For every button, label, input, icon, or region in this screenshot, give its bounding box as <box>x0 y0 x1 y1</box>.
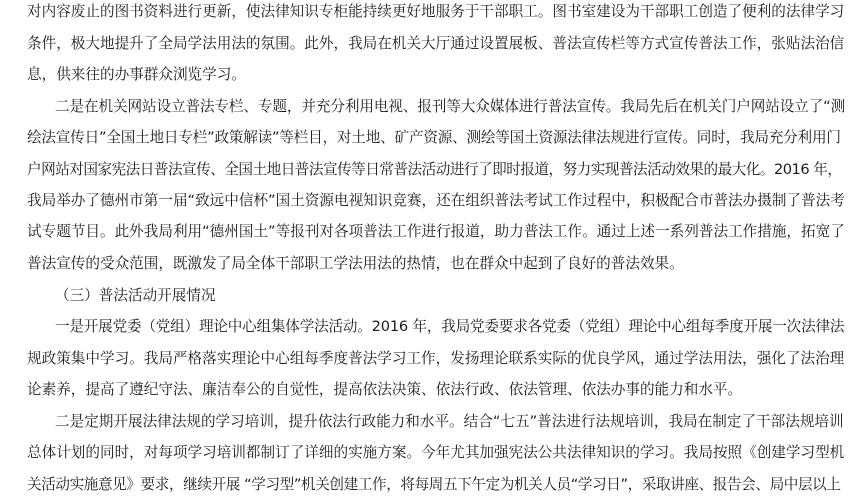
paragraph-line: 试专题节目。此外我局利用“德州国土”等报刊对各项普法工作进行报道，助力普法工作。通过上述一系列普法工作措施，拓宽了 <box>27 223 845 240</box>
paragraph-line: 绘法宣传日”全国土地日专栏”政策解读”等栏目，对土地、矿产资源、测绘等国土资源法律法规进行宣传。同时，我局充分利用门 <box>27 129 841 146</box>
section-heading: （三）普法活动开展情况 <box>55 287 216 304</box>
paragraph-line: 对内容废止的图书资料进行更新，使法律知识专柜能持续更好地服务于干部职工。图书室建设为干部职工创造了便利的法律学习 <box>27 3 845 20</box>
paragraph-line: 二是定期开展法律法规的学习培训，提升依法行政能力和水平。结合“七五”普法进行法规培训，我局在制定了干部法规培训 <box>55 413 844 430</box>
paragraph-line: 息，供来往的办事群众浏览学习。 <box>27 66 246 83</box>
paragraph-line: 总体计划的同时，对每项学习培训都制订了详细的实施方案。今年尤其加强宪法公共法律知识的学习。我局按照《创建学习型机 <box>27 444 845 461</box>
paragraph-line: 一是开展党委（党组）理论中心组集体学法活动。2016 年，我局党委要求各党委（党组）理论中心组每季度开展一次法律法 <box>55 318 845 335</box>
paragraph-line: 二是在机关网站设立普法专栏、专题，并充分利用电视、报刊等大众媒体进行普法宣传。我局先后在机关门户网站设立了“测 <box>55 98 846 115</box>
paragraph-line: 普法宣传的受众范围，既激发了局全体干部职工学法用法的热情，也在群众中起到了良好的普法效果。 <box>27 255 684 272</box>
paragraph-line: 我局举办了德州市第一届“致远中信杯”国土资源电视知识竞赛，还在组织普法考试工作过程中，积极配合市普法办摄制了普法考 <box>27 192 845 209</box>
paragraph-line: 条件，极大地提升了全局学法用法的氛围。此外，我局在机关大厅通过设置展板、普法宣传栏等方式宣传普法工作，张贴法治信 <box>27 35 845 52</box>
paragraph-line: 户网站对国家宪法日普法宣传、全国土地日普法宣传等日常普法活动进行了即时报道，努力实现普法活动效果的最大化。2016 年， <box>27 161 842 178</box>
paragraph-line: 规政策集中学习。我局严格落实理论中心组每季度普法学习工作，发扬理论联系实际的优良学风，通过学法用法，强化了法治理 <box>27 350 845 367</box>
paragraph-line: 论素养，提高了遵纪守法、廉洁奉公的自觉性，提高依法决策、依法行政、依法管理、依法办事的能力和水平。 <box>27 381 743 398</box>
paragraph-line: 关活动实施意见》要求，继续开展 “学习型”机关创建工作，将每周五下午定为机关人员“学习日”，采取讲座、报告会、局中层以上 <box>27 476 841 493</box>
